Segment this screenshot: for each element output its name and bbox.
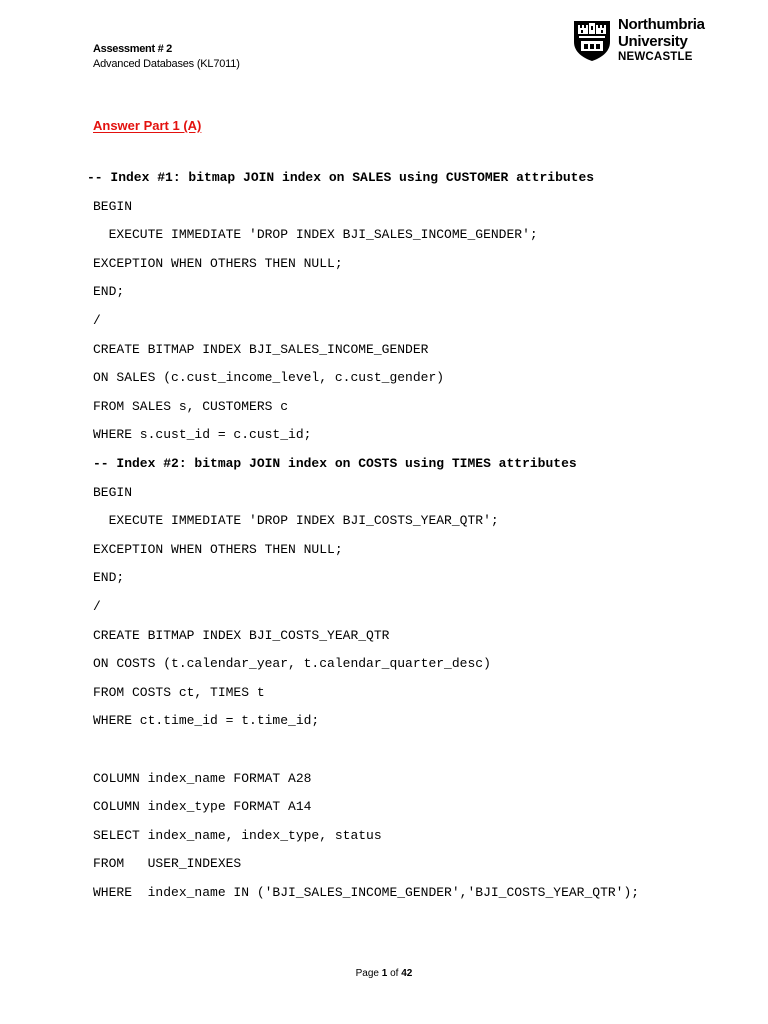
code-comment-line: -- Index #1: bitmap JOIN index on SALES using CUSTOMER attributes	[87, 170, 595, 185]
code-line: COLUMN index_type FORMAT A14	[93, 799, 312, 814]
logo-line-newcastle: NEWCASTLE	[618, 51, 693, 63]
code-line: /	[93, 599, 101, 614]
code-line: ON SALES (c.cust_income_level, c.cust_gender)	[93, 370, 445, 385]
answer-heading: Answer Part 1 (A)	[93, 118, 202, 133]
code-line: COLUMN index_name FORMAT A28	[93, 771, 312, 786]
code-line: EXECUTE IMMEDIATE 'DROP INDEX BJI_COSTS_YEAR_QTR';	[93, 513, 499, 528]
code-line: END;	[93, 570, 125, 585]
code-line: END;	[93, 284, 125, 299]
code-line: FROM USER_INDEXES	[93, 856, 242, 871]
code-line: SELECT index_name, index_type, status	[93, 828, 382, 843]
code-line: EXCEPTION WHEN OTHERS THEN NULL;	[93, 256, 343, 271]
of-label: of	[390, 968, 399, 979]
total-pages: 42	[401, 968, 413, 979]
course-subtitle: Advanced Databases (KL7011)	[93, 58, 240, 70]
logo-line-northumbria: Northumbria	[618, 16, 705, 33]
logo-line-university: University	[618, 33, 688, 50]
code-line: BEGIN	[93, 485, 133, 500]
code-comment-line: -- Index #2: bitmap JOIN index on COSTS using TIMES attributes	[93, 456, 577, 471]
document-header	[93, 42, 240, 72]
code-line: WHERE s.cust_id = c.cust_id;	[93, 427, 312, 442]
code-line: FROM COSTS ct, TIMES t	[93, 685, 265, 700]
castle-shield-icon	[573, 18, 611, 62]
code-line: BEGIN	[93, 199, 133, 214]
code-line: WHERE index_name IN ('BJI_SALES_INCOME_GENDER','BJI_COSTS_YEAR_QTR');	[93, 885, 640, 900]
page-label: Page	[355, 968, 379, 979]
code-line: EXCEPTION WHEN OTHERS THEN NULL;	[93, 542, 343, 557]
assessment-title: Assessment # 2	[93, 43, 172, 55]
code-line: FROM SALES s, CUSTOMERS c	[93, 399, 289, 414]
code-line: CREATE BITMAP INDEX BJI_COSTS_YEAR_QTR	[93, 628, 390, 643]
logo-wordmark	[618, 16, 705, 65]
code-line: WHERE ct.time_id = t.time_id;	[93, 713, 320, 728]
page-number: 1	[381, 968, 388, 979]
page-footer	[0, 968, 768, 979]
code-line: /	[93, 313, 101, 328]
code-line: ON COSTS (t.calendar_year, t.calendar_quarter_desc)	[93, 656, 491, 671]
code-line: EXECUTE IMMEDIATE 'DROP INDEX BJI_SALES_INCOME_GENDER';	[93, 227, 538, 242]
code-line: CREATE BITMAP INDEX BJI_SALES_INCOME_GENDER	[93, 342, 429, 357]
university-logo	[573, 16, 723, 64]
